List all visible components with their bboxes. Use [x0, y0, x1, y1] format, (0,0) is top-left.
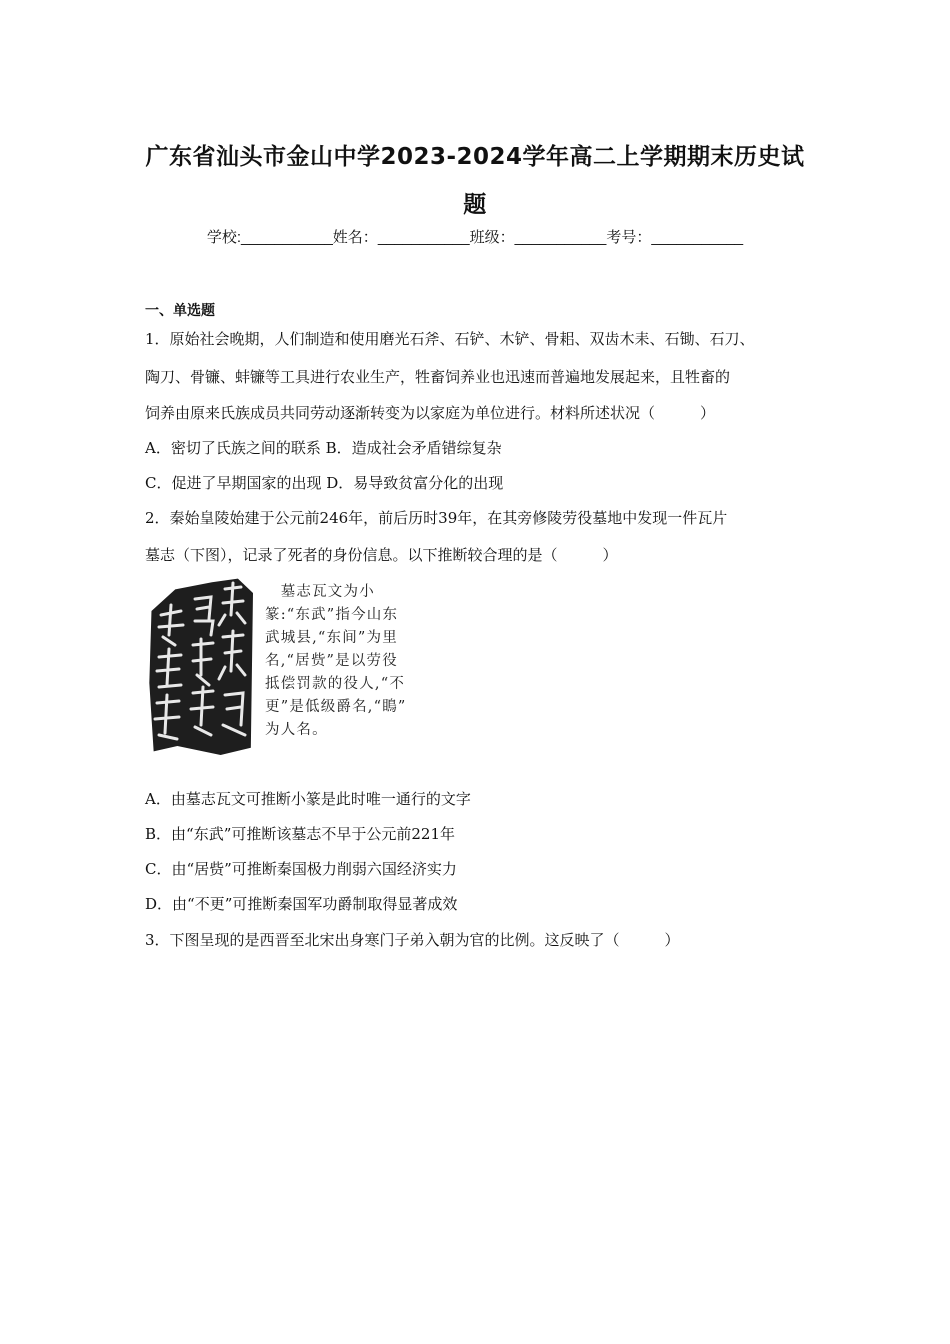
- caption-line: 武城县,“东间”为里: [265, 630, 398, 646]
- tile-rubbing-image: [145, 575, 253, 755]
- q2-line-1: 2．秦始皇陵始建于公元前246年，前后历时39年，在其旁修陵劳役墓地中发现一件瓦片: [145, 509, 728, 527]
- q2-line-2: 墓志（下图），记录了死者的身份信息。以下推断较合理的是（ ）: [145, 546, 618, 564]
- q1-line-3: 饲养由原来氏族成员共同劳动逐渐转变为以家庭为单位进行。材料所述状况（ ）: [145, 404, 716, 422]
- figure-caption: [265, 581, 430, 742]
- number-label: 考号：: [606, 229, 652, 246]
- caption-line: 墓志瓦文为小: [265, 584, 375, 600]
- exam-title-line-1: 广东省汕头市金山中学2023-2024学年高二上学期期末历史试: [145, 144, 805, 170]
- q1-option-ab: A．密切了氏族之间的联系 B．造成社会矛盾错综复杂: [145, 439, 502, 457]
- q2-option-c: C．由“居赀”可推断秦国极力削弱六国经济实力: [145, 860, 457, 878]
- caption-line: 篆:“东武”指今山东: [265, 607, 399, 623]
- q2-option-d: D．由“不更”可推断秦国军功爵制取得显著成效: [145, 895, 458, 913]
- school-blank: ___________: [241, 229, 333, 246]
- caption-line: 为人名。: [265, 722, 328, 738]
- q3-line-1: 3．下图呈现的是西晋至北宋出身寒门子弟入朝为官的比例。这反映了（ ）: [145, 931, 680, 949]
- q1-option-cd: C．促进了早期国家的出现 D．易导致贫富分化的出现: [145, 474, 504, 492]
- q1-line-2: 陶刀、骨镰、蚌镰等工具进行农业生产，牲畜饲养业也迅速而普遍地发展起来，且牲畜的: [145, 368, 731, 386]
- seal-script-strokes: [145, 575, 253, 755]
- caption-line: 抵偿罚款的役人,“不: [265, 676, 406, 692]
- name-label: 姓名：: [332, 229, 378, 246]
- class-label: 班级：: [469, 229, 515, 246]
- q1-line-1: 1．原始社会晚期，人们制造和使用磨光石斧、石铲、木铲、骨耜、双齿木耒、石锄、石刀、: [145, 330, 755, 348]
- name-blank: ___________: [377, 229, 470, 246]
- caption-line: 更”是低级爵名,“瞗”: [265, 699, 407, 715]
- section-title: 一、单选题: [145, 303, 215, 319]
- number-blank: ___________: [651, 229, 744, 246]
- exam-title-line-2: 题: [463, 192, 487, 218]
- q2-option-b: B．由“东武”可推断该墓志不早于公元前221年: [145, 825, 455, 843]
- caption-line: 名,“居赀”是以劳役: [265, 653, 398, 669]
- q2-option-a: A．由墓志瓦文可推断小篆是此时唯一通行的文字: [145, 790, 471, 808]
- school-label: 学校:: [206, 229, 242, 246]
- student-info-row: [0, 226, 950, 247]
- class-blank: ___________: [514, 229, 607, 246]
- tile-inscription-figure: [145, 575, 435, 760]
